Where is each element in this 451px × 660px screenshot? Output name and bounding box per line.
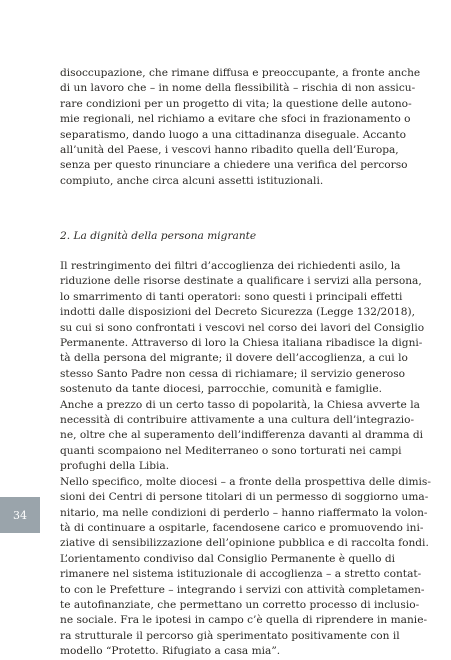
text-line: compiuto, anche circa alcuni assetti istituzionali. bbox=[60, 174, 324, 187]
text-line: quanti scompaiono nel Mediterraneo o sono torturati nei campi bbox=[60, 444, 402, 457]
text-line: rimanere nel sistema istituzionale di accoglienza – a stretto contat- bbox=[60, 568, 422, 581]
text-line: tà di continuare a ospitarle, facendosene carico e promuovendo ini- bbox=[60, 521, 424, 534]
text-line: profughi della Libia. bbox=[60, 460, 170, 473]
text-line: stesso Santo Padre non cessa di richiamare; il servizio generoso bbox=[60, 367, 406, 380]
text-line: Anche a prezzo di un certo tasso di popolarità, la Chiesa avverte la bbox=[60, 398, 420, 411]
text-line: rare condizioni per un progetto di vita; la questione delle autono- bbox=[60, 97, 412, 110]
text-line: mie regionali, nel richiamo a evitare che sfoci in frazionamento o bbox=[60, 113, 411, 126]
text-line: ne, oltre che al superamento dell’indifferenza davanti al dramma di bbox=[60, 429, 424, 442]
text-line: sioni dei Centri di persone titolari di un permesso di soggiorno uma- bbox=[60, 491, 429, 504]
text-line: te autofinanziate, che permettano un corretto processo di inclusio- bbox=[60, 598, 420, 611]
text-line: disoccupazione, che rimane diffusa e preoccupante, a fronte anche bbox=[60, 67, 421, 79]
section-body bbox=[60, 259, 431, 660]
page-number-tab bbox=[0, 497, 40, 533]
text-line: all’unità del Paese, i vescovi hanno ribadito quella dell’Europa, bbox=[60, 144, 399, 157]
text-line: tà della persona del migrante; il dovere dell’accoglienza, a cui lo bbox=[60, 352, 408, 365]
text-line: Il restringimento dei filtri d’accoglienza dei richiedenti asilo, la bbox=[60, 260, 401, 272]
text-line: senza per questo rinunciare a chiedere una verifica del percorso bbox=[60, 159, 408, 172]
text-line: su cui si sono confrontati i vescovi nel corso dei lavori del Consiglio bbox=[60, 321, 425, 334]
text-line: L’orientamento condiviso dal Consiglio Permanente è quello di bbox=[60, 552, 395, 565]
paragraph-intro bbox=[60, 66, 421, 189]
text-line: ziative di sensibilizzazione dell’opinione pubblica e di raccolta fondi. bbox=[60, 537, 429, 550]
text-line: necessità di contribuire attivamente a una cultura dell’integrazio- bbox=[60, 414, 415, 427]
text-line: Nello specifico, molte diocesi – a fronte della prospettiva delle dimis- bbox=[60, 475, 431, 488]
text-line: riduzione delle risorse destinate a qualificare i servizi alla persona, bbox=[60, 275, 422, 288]
text-line: lo smarrimento di tanti operatori: sono questi i principali effetti bbox=[60, 290, 403, 303]
page-number: 34 bbox=[13, 508, 27, 522]
text-line: separatismo, dando luogo a una cittadinanza diseguale. Accanto bbox=[60, 128, 407, 141]
text-line: Permanente. Attraverso di loro la Chiesa italiana ribadisce la digni- bbox=[60, 337, 423, 350]
text-line: nitario, ma nelle condizioni di perderlo – hanno riaffermato la volon- bbox=[60, 506, 428, 519]
text-line: to con le Prefetture – integrando i servizi con attività completamen- bbox=[60, 583, 425, 596]
text-line: modello “Protetto. Rifugiato a casa mia”. bbox=[60, 645, 281, 658]
section-heading: 2. La dignità della persona migrante bbox=[60, 230, 257, 242]
text-line: di un lavoro che – in nome della flessibilità – rischia di non assicu- bbox=[60, 82, 416, 95]
text-line: sostenuto da tante diocesi, parrocchie, comunità e famiglie. bbox=[60, 383, 383, 396]
text-line: indotti dalle disposizioni del Decreto Sicurezza (Legge 132/2018), bbox=[60, 306, 415, 319]
text-line: ne sociale. Fra le ipotesi in campo c’è quella di riprendere in manie- bbox=[60, 614, 428, 627]
text-line: ra strutturale il percorso già sperimentato positivamente con il bbox=[60, 629, 400, 642]
